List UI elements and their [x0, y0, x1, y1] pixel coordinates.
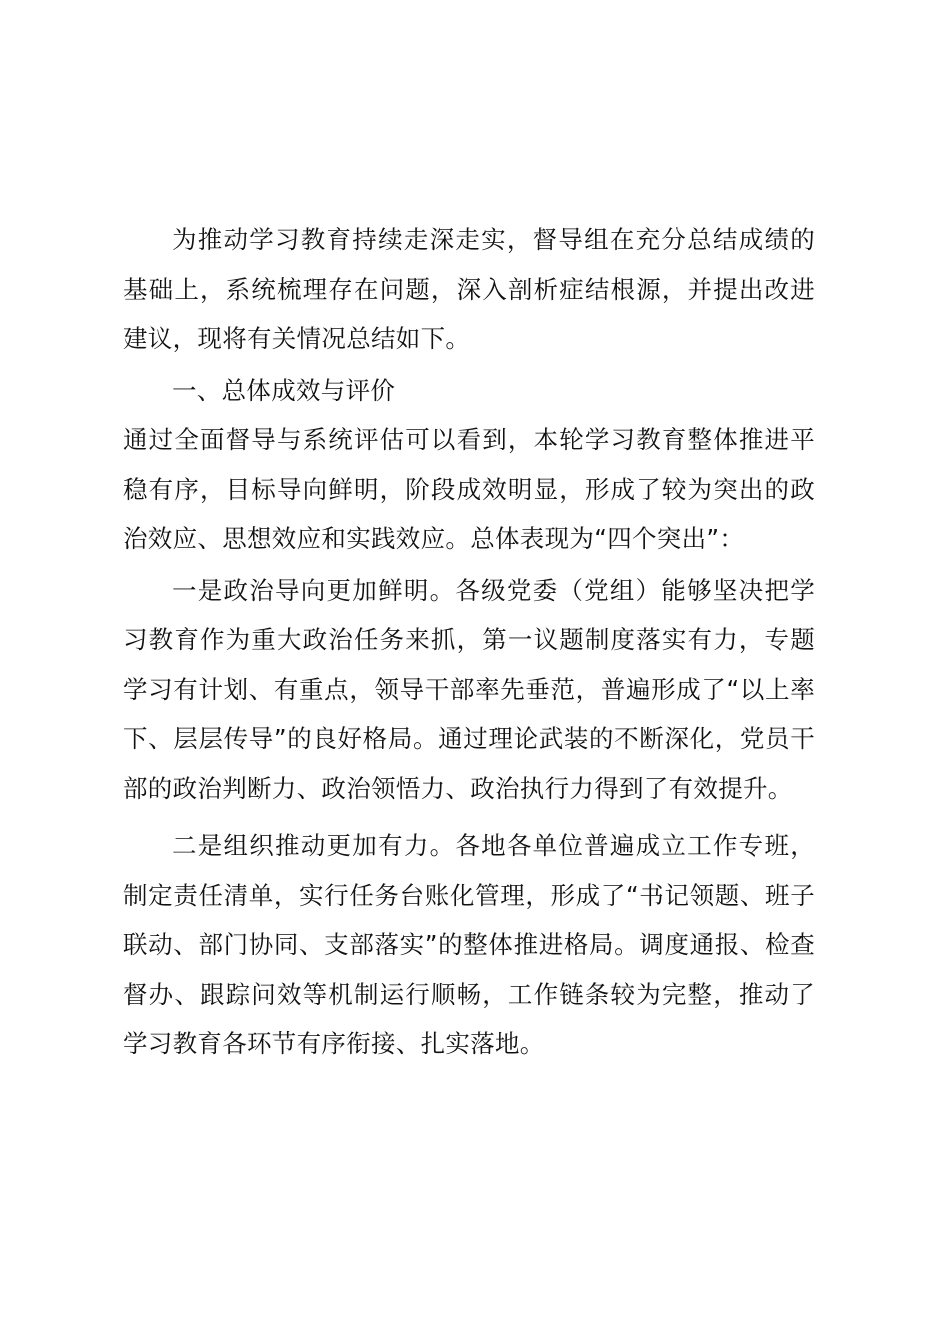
- section-heading: 一、总体成效与评价: [172, 375, 396, 405]
- point-one-paragraph: 一是政治导向更加鲜明。各级党委（党组）能够坚决把学习教育作为重大政治任务来抓，第一议题制度落实有力，专题学习有计划、有重点，领导干部率先垂范，普遍形成了“以上率下、层层传导”的良好格局。通过理论武装的不断深化，党员干部的政治判断力、政治领悟力、政治执行力得到了有效提升。: [123, 575, 815, 803]
- point-two-paragraph: 二是组织推动更加有力。各地各单位普遍成立工作专班，制定责任清单，实行任务台账化管理，形成了“书记领题、班子联动、部门协同、支部落实”的整体推进格局。调度通报、检查督办、跟踪问效等机制运行顺畅，工作链条较为完整，推动了学习教育各环节有序衔接、扎实落地。: [123, 831, 815, 1058]
- summary-paragraph: 通过全面督导与系统评估可以看到，本轮学习教育整体推进平稳有序，目标导向鲜明，阶段成效明显，形成了较为突出的政治效应、思想效应和实践效应。总体表现为“四个突出”：: [123, 425, 815, 553]
- intro-paragraph: 为推动学习教育持续走深走实，督导组在充分总结成绩的基础上，系统梳理存在问题，深入剖析症结根源，并提出改进建议，现将有关情况总结如下。: [123, 225, 815, 353]
- document-body: [123, 215, 815, 1069]
